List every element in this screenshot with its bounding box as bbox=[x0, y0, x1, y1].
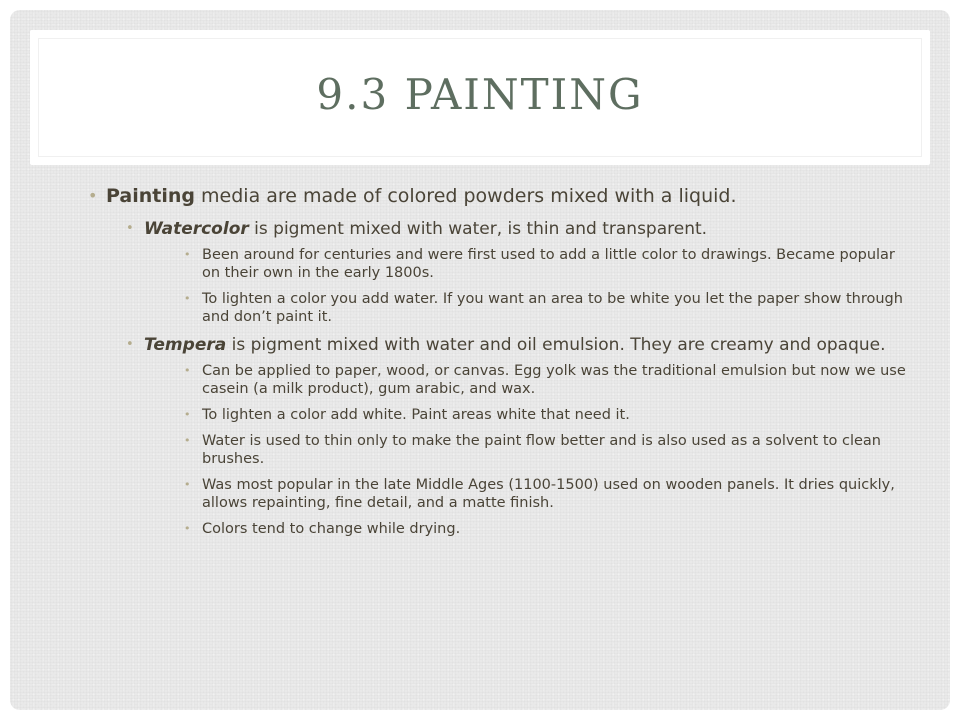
bullet-icon: • bbox=[184, 364, 191, 377]
bullet-icon: • bbox=[184, 522, 191, 535]
detail-item bbox=[184, 406, 906, 424]
bullet-icon: • bbox=[126, 337, 134, 352]
bullet-text: media are made of colored powders mixed with a liquid. bbox=[195, 185, 737, 207]
detail-text: Was most popular in the late Middle Ages (1100-1500) used on wooden panels. It dries quickly, allows repainting, fine detail, and a matte finish. bbox=[202, 477, 895, 511]
term-tempera: Tempera bbox=[144, 335, 227, 355]
slide-content bbox=[86, 184, 906, 548]
bullet-list bbox=[86, 184, 906, 538]
sub-bullet-text: is pigment mixed with water and oil emulsion. They are creamy and opaque. bbox=[226, 335, 886, 355]
sub-bullet-text: is pigment mixed with water, is thin and transparent. bbox=[248, 219, 708, 239]
bullet-icon: • bbox=[184, 292, 191, 305]
bullet-icon: • bbox=[184, 248, 191, 261]
detail-item bbox=[184, 362, 906, 398]
detail-item bbox=[184, 520, 906, 538]
slide bbox=[10, 10, 950, 710]
sub-bullet-list bbox=[106, 218, 906, 538]
title-band bbox=[30, 30, 930, 165]
detail-item bbox=[184, 476, 906, 512]
detail-list bbox=[144, 246, 906, 326]
detail-list bbox=[144, 362, 906, 538]
bullet-icon: • bbox=[126, 221, 134, 236]
sub-bullet-tempera bbox=[126, 334, 906, 538]
bullet-painting bbox=[86, 184, 906, 538]
detail-text: To lighten a color you add water. If you want an area to be white you let the paper show through and don’t paint it. bbox=[202, 291, 903, 325]
detail-item bbox=[184, 432, 906, 468]
bullet-icon: • bbox=[88, 186, 98, 205]
slide-title: 9.3 PAINTING bbox=[316, 70, 644, 119]
bullet-icon: • bbox=[184, 434, 191, 447]
detail-item bbox=[184, 246, 906, 282]
sub-bullet-watercolor bbox=[126, 218, 906, 326]
detail-text: Been around for centuries and were first used to add a little color to drawings. Became popular on their own in the early 1800s. bbox=[202, 247, 895, 281]
detail-item bbox=[184, 290, 906, 326]
bullet-icon: • bbox=[184, 408, 191, 421]
detail-text: Water is used to thin only to make the paint flow better and is also used as a solvent to clean brushes. bbox=[202, 433, 882, 467]
bullet-icon: • bbox=[184, 478, 191, 491]
detail-text: To lighten a color add white. Paint areas white that need it. bbox=[202, 407, 630, 423]
term-watercolor: Watercolor bbox=[144, 219, 249, 239]
detail-text: Can be applied to paper, wood, or canvas. Egg yolk was the traditional emulsion but now we use casein (a milk product), gum arabic, and wax. bbox=[202, 363, 906, 397]
detail-text: Colors tend to change while drying. bbox=[202, 521, 461, 537]
term-painting: Painting bbox=[106, 185, 195, 207]
